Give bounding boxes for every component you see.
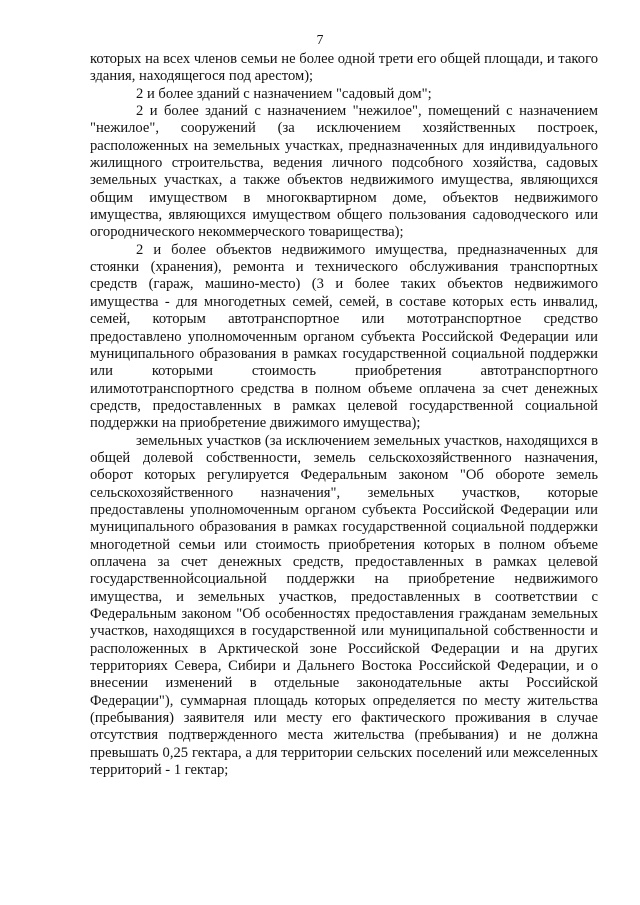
paragraph-land-plots: земельных участков (за исключением земельных участков, находящихся в общей долевой собственности, земель сельскохозяйственного назначения, оборот которых регулируется Федеральным законом "Об обороте земель сельскохозяйственного назначения", земельных участков, которые предоставлены уполномоченным органом субъекта Российской Федерации или муниципального образования в рамках государственной социальной поддержки многодетной семьи или стоимость приобретения которых в полном объеме оплачена за счет денежных средств, предоставленных в рамках целевой государственнойсоциальной поддержки на приобретение недвижимого имущества, и земельных участков, предоставленных в соответствии с Федеральным законом "Об особенностях предоставления гражданам земельных участков, находящихся в государственной или муниципальной собственности и расположенных в Арктической зоне Российской Федерации и на других территориях Севера, Сибири и Дальнего Востока Российской Федерации, и о внесении изменений в отдельные законодательные акты Российской Федерации"), суммарная площадь которых определяется по месту жительства (пребывания) заявителя или месту его фактического проживания в случае отсутствия подтвержденного места жительства (пребывания) и не должна превышать 0,25 гектара, а для территории сельских поселений или межселенных территорий - 1 гектар; (90, 432, 598, 779)
paragraph-vehicle-storage: 2 и более объектов недвижимого имущества, предназначенных для стоянки (хранения), ремонта и технического обслуживания транспортных средств (гараж, машино-место) (3 и более таких объектов недвижимого имущества - для многодетных семей, семей, в составе которых есть инвалид, семей, которым автотранспортное или мототранспортное средство предоставлено уполномоченным органом субъекта Российской Федерации или муниципального образования в рамках государственной социальной поддержки или которыми стоимость приобретения автотранспортного илимототранспортного средства в полном объеме оплачена за счет денежных средств, предоставленных в рамках целевой государственной социальной поддержки на приобретение движимого имущества); (90, 241, 598, 432)
paragraph-garden-houses: 2 и более зданий с назначением "садовый дом"; (136, 85, 432, 102)
page-number: 7 (316, 32, 324, 47)
paragraph-non-residential-buildings: 2 и более зданий с назначением "нежилое", помещений с назначением "нежилое", сооружений (за исключением хозяйственных построек, расположенных на земельных участках, предназначенных для индивидуального жилищного строительства, ведения личного подсобного хозяйства, садовых земельных участках, а также объектов недвижимого имущества, являющихся общим имуществом в многоквартирном доме, объектов недвижимого имущества, являющихся имуществом общего пользования садоводческого или огороднического некоммерческого товарищества); (90, 103, 598, 241)
paragraph-continuation: которых на всех членов семьи не более одной трети его общей площади, и такого здания, находящегося под арестом); (90, 51, 598, 85)
document-body (90, 51, 598, 779)
